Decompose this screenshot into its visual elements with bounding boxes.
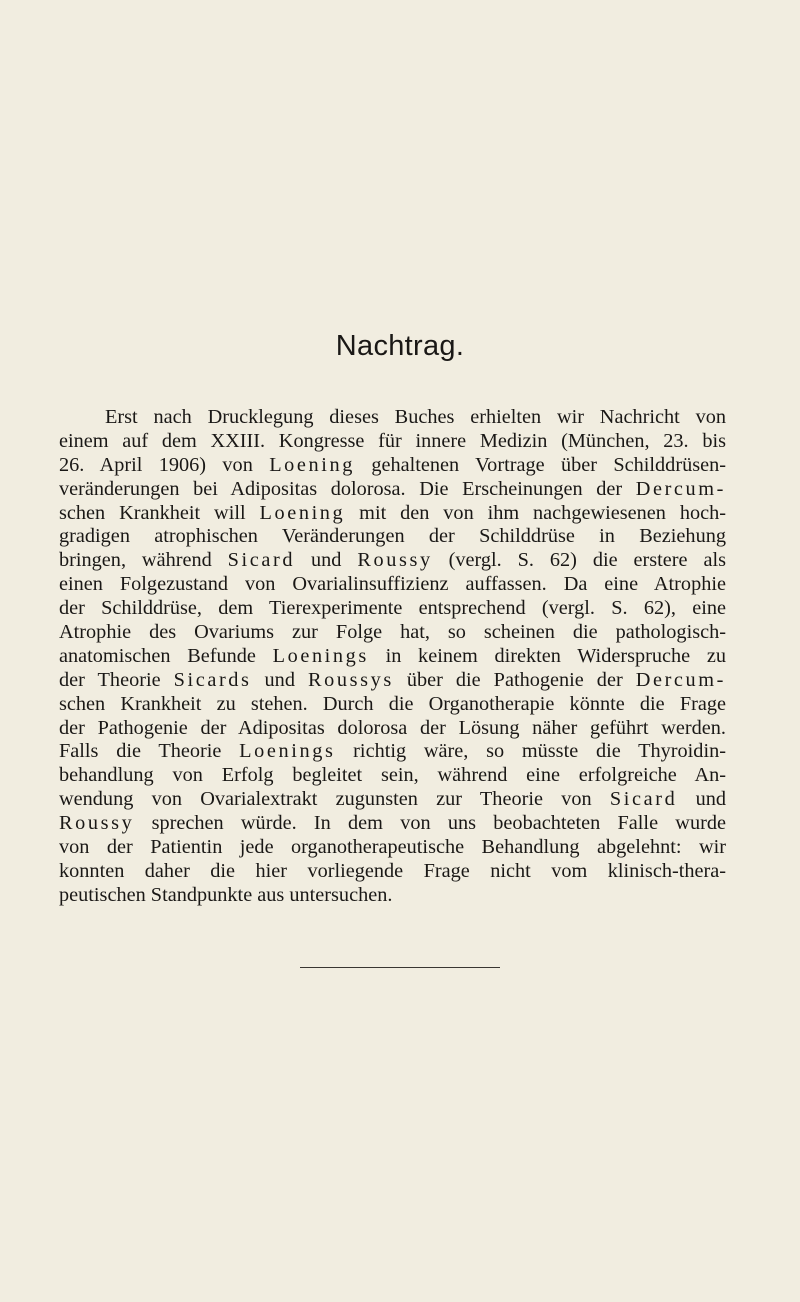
author-name: Sicards (173, 668, 252, 691)
author-name: Dercum- (635, 477, 726, 500)
text-line: der Theorie Sicards und Roussys über die Pathogenie der Dercum- (59, 668, 726, 691)
text-line: Atrophie des Ovariums zur Folge hat, so scheinen die pathologisch- (59, 621, 726, 644)
author-name: Sicard (227, 549, 296, 572)
author-name: Loening (269, 453, 355, 476)
text-line: veränderungen bei Adipositas dolorosa. Die Erscheinungen der Dercum- (59, 477, 726, 500)
text-line: Falls die Theorie Loenings richtig wäre, so müsste die Thyroidin- (59, 740, 726, 763)
author-name: Sicard (609, 788, 678, 811)
text-line: der Schilddrüse, dem Tierexperimente entsprechend (vergl. S. 62), eine (59, 597, 726, 620)
author-name: Roussys (307, 668, 394, 691)
text-line: bringen, während Sicard und Roussy (vergl. S. 62) die erstere als (59, 549, 726, 572)
author-name: Dercum- (635, 668, 726, 691)
text-line: einen Folgezustand von Ovarialinsuffizienz auffassen. Da eine Atrophie (59, 573, 726, 596)
text-line: peutischen Standpunkte aus untersuchen. (59, 883, 393, 906)
author-name: Loenings (239, 740, 336, 763)
text-line: behandlung von Erfolg begleitet sein, während eine erfolgreiche An- (59, 764, 726, 787)
text-line: anatomischen Befunde Loenings in keinem direkten Widerspruche zu (59, 644, 726, 667)
text-line: Roussy sprechen würde. In dem von uns beobachteten Falle wurde (59, 812, 726, 835)
author-name: Loening (259, 501, 346, 524)
text-line: von der Patientin jede organotherapeutische Behandlung abgelehnt: wir (59, 836, 726, 859)
section-end-rule (300, 967, 500, 968)
text-line: wendung von Ovarialextrakt zugunsten zur Theorie von Sicard und (59, 788, 726, 811)
section-heading: Nachtrag. (335, 330, 465, 362)
text-line: der Pathogenie der Adipositas dolorosa der Lösung näher geführt werden. (59, 716, 726, 739)
text-line: schen Krankheit will Loening mit den von ihm nachgewiesenen hoch- (59, 501, 726, 524)
text-line: Erst nach Drucklegung dieses Buches erhielten wir Nachricht von (105, 406, 726, 428)
author-name: Roussy (59, 812, 135, 835)
text-line: einem auf dem XXIII. Kongresse für innere Medizin (München, 23. bis (59, 429, 726, 452)
text-line: schen Krankheit zu stehen. Durch die Organotherapie könnte die Frage (59, 692, 726, 715)
body-paragraph (59, 406, 726, 908)
text-line: gradigen atrophischen Veränderungen der Schilddrüse in Beziehung (59, 525, 726, 548)
text-line: konnten daher die hier vorliegende Frage nicht vom klinisch-thera- (59, 859, 726, 882)
author-name: Loenings (272, 644, 369, 667)
author-name: Roussy (357, 549, 433, 572)
text-line: 26. April 1906) von Loening gehaltenen Vortrage über Schilddrüsen- (59, 453, 726, 476)
